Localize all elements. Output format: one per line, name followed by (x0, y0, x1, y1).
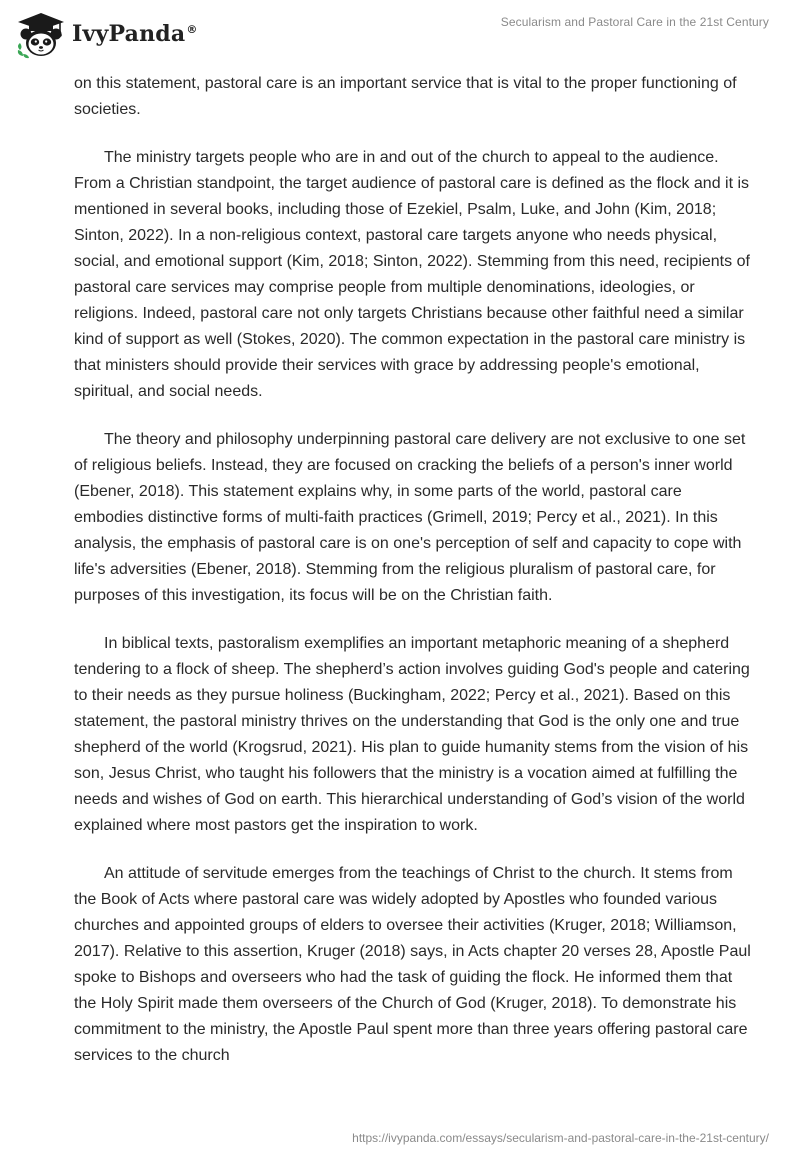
paragraph: on this statement, pastoral care is an important service that is vital to the proper functioning of societies. (74, 75, 737, 118)
essay-body (74, 71, 754, 1091)
ivypanda-logo[interactable] (14, 10, 198, 60)
paragraph: The ministry targets people who are in and out of the church to appeal to the audience. From a Christian standpoint, the target audience of pastoral care is defined as the flock and it is mentioned in several books, including those of Ezekiel, Psalm, Luke, and John (Kim, 2018; Sinton, 2022). In a non-religious context, pastoral care targets anyone who needs physical, social, and emotional support (Kim, 2018; Sinton, 2022). Stemming from this need, recipients of pastoral care services may comprise people from multiple denominations, ideologies, or religions. Indeed, pastoral care not only targets Christians because other faithful need a similar kind of support as well (Stokes, 2020). The common expectation in the pastoral care ministry is that ministers should provide their services with grace by addressing people's emotional, spiritual, and social needs. (74, 149, 750, 400)
registered-mark: ® (186, 22, 198, 36)
paragraph: In biblical texts, pastoralism exemplifies an important metaphoric meaning of a shepherd tendering to a flock of sheep. The shepherd’s action involves guiding God's people and catering to their needs as they pursue holiness (Buckingham, 2022; Percy et al., 2021). Based on this statement, the pastoral ministry thrives on the understanding that God is the only one and true shepherd of the world (Krogsrud, 2021). His plan to guide humanity stems from the vision of his son, Jesus Christ, who taught his followers that the ministry is a vocation aimed at fulfilling the needs and wishes of God on earth. This hierarchical understanding of God’s vision of the world explained where most pastors get the inspiration to work. (74, 635, 750, 834)
document-title: Secularism and Pastoral Care in the 21st Century (500, 15, 769, 29)
paragraph: An attitude of servitude emerges from the teachings of Christ to the church. It stems from the Book of Acts where pastoral care was widely adopted by Apostles who founded various churches and appointed groups of elders to oversee their activities (Kruger, 2018; Williamson, 2017). Relative to this assertion, Kruger (2018) says, in Acts chapter 20 verses 28, Apostle Paul spoke to Bishops and overseers who had the task of guiding the flock. He informed them that the Holy Spirit made them overseers of the Church of God (Kruger, 2018). To demonstrate his commitment to the ministry, the Apostle Paul spent more than three years offering pastoral care services to the church (74, 865, 751, 1064)
brand-name-text: IvyPanda (72, 21, 186, 47)
source-url[interactable]: https://ivypanda.com/essays/secularism-and-pastoral-care-in-the-21st-century/ (352, 1131, 769, 1145)
brand-name (72, 21, 198, 47)
page-header (0, 0, 800, 70)
paragraph: The theory and philosophy underpinning pastoral care delivery are not exclusive to one set of religious beliefs. Instead, they are focused on cracking the beliefs of a person's inner world (Ebener, 2018). This statement explains why, in some parts of the world, pastoral care embodies distinctive forms of multi-faith practices (Grimell, 2019; Percy et al., 2021). In this analysis, the emphasis of pastoral care is on one's perception of self and capacity to cope with life's adversities (Ebener, 2018). Stemming from the religious pluralism of pastoral care, for purposes of this investigation, its focus will be on the Christian faith. (74, 431, 746, 604)
panda-graduate-icon (14, 10, 68, 60)
